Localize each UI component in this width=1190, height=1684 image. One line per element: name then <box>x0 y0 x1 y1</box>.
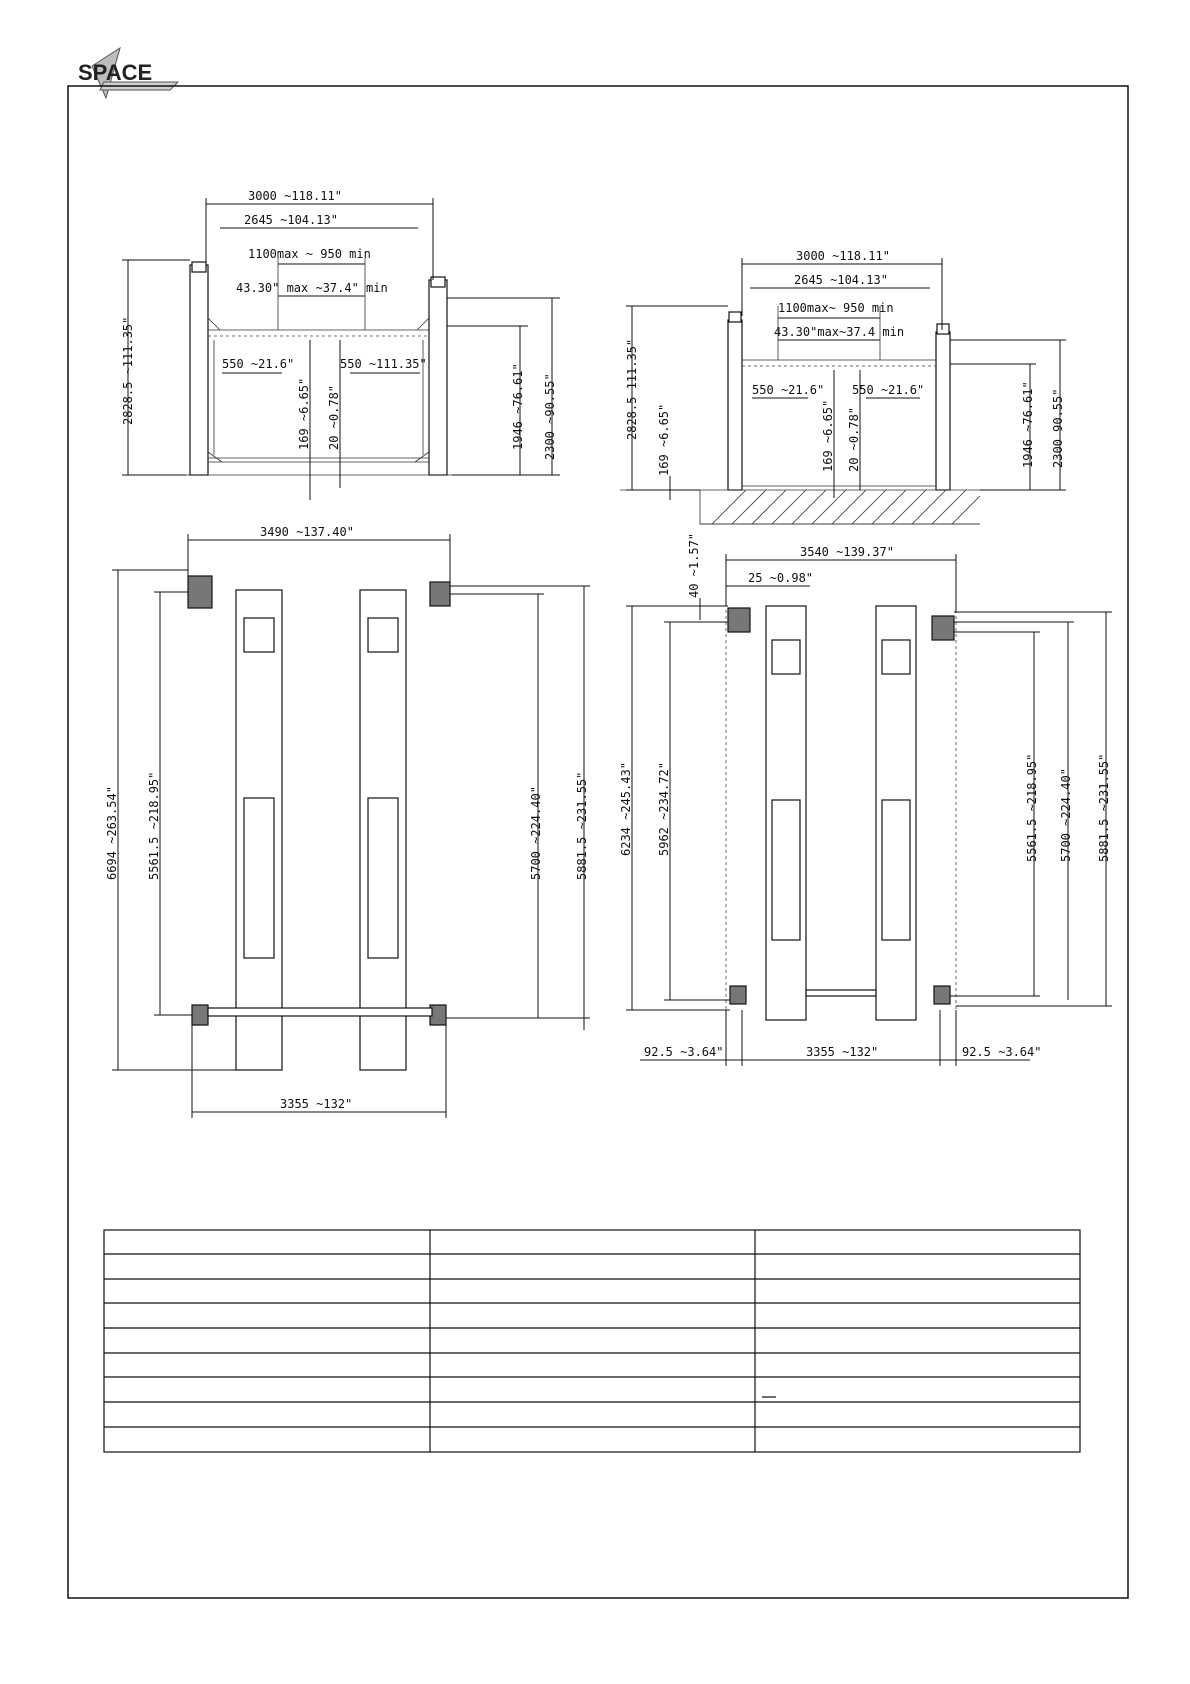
dim-runway-gap-in: 43.30" max ~37.4" min <box>236 281 388 295</box>
dim-bottom-right: 92.5 ~3.64" <box>962 1045 1042 1059</box>
dim-width-inner: 2645 ~104.13" <box>794 273 888 287</box>
dim-height-total: 2828.5 111.35" <box>625 338 639 440</box>
dim-runway-gap-mm: 1100max~ 950 min <box>778 301 894 315</box>
dim-width-total: 3000 ~118.11" <box>248 189 342 203</box>
dim-height-total: 2828.5 ~111.35" <box>121 316 135 425</box>
dim-length-runway: 5561.5 ~218.95" <box>147 771 161 880</box>
logo-text: SPACE <box>78 60 153 85</box>
dim-offset-side: 25 ~0.98" <box>748 571 814 585</box>
dim-runway-right: 550 ~21.6" <box>852 383 925 397</box>
dim-low-height: 169 ~6.65" <box>821 399 835 472</box>
dim-bottom-left: 92.5 ~3.64" <box>644 1045 724 1059</box>
front-view-right <box>620 249 1066 524</box>
dim-width-total: 3000 ~118.11" <box>796 249 890 263</box>
dim-width-inner: 2645 ~104.13" <box>244 213 338 227</box>
dim-lift-height: 1946 ~76.61" <box>1021 381 1035 468</box>
dim-width-top: 3540 ~139.37" <box>800 545 894 559</box>
dim-length-total: 6234 ~245.43" <box>619 762 633 856</box>
dim-runway-right: 550 ~111.35" <box>340 357 427 371</box>
ground-hatch <box>712 490 980 524</box>
dim-bottom-center: 3355 ~132" <box>806 1045 879 1059</box>
dim-runway-left: 550 ~21.6" <box>752 383 825 397</box>
dim-runway-thickness: 20 ~0.78" <box>847 406 861 472</box>
front-view-left <box>121 189 560 500</box>
dim-lift-height: 1946 ~76.61" <box>511 363 525 450</box>
dim-low-height: 169 ~6.65" <box>297 377 311 450</box>
plan-view-right <box>619 533 1112 1066</box>
dim-offset-top: 40 ~1.57" <box>687 532 701 598</box>
dim-runway-left: 550 ~21.6" <box>222 357 295 371</box>
dim-pit-depth: 169 ~6.65" <box>657 403 671 476</box>
spec-table <box>104 1230 1080 1452</box>
dim-width-bottom: 3355 ~132" <box>280 1097 353 1111</box>
dim-length-total: 6694 ~263.54" <box>105 786 119 880</box>
plan-view-left <box>105 525 590 1118</box>
dim-length-inner: 5962 ~234.72" <box>657 762 671 856</box>
dim-length-outer: 5881.5 ~231.55" <box>1097 753 1111 862</box>
dim-length-outer: 5881.5 ~231.55" <box>575 771 589 880</box>
dim-runway-thickness: 20 ~0.78" <box>327 384 341 450</box>
dim-runway-gap-mm: 1100max ~ 950 min <box>248 247 371 261</box>
dim-post-height: 2300 90.55" <box>1051 388 1065 468</box>
sheet-frame <box>68 86 1128 1598</box>
dim-runway-gap-in: 43.30"max~37.4 min <box>774 325 905 339</box>
logo <box>78 48 178 98</box>
dim-width-top: 3490 ~137.40" <box>260 525 354 539</box>
dim-length-posts: 5700 ~224.40" <box>529 786 543 880</box>
dim-post-height: 2300 ~90.55" <box>543 373 557 460</box>
dim-length-posts: 5700 ~224.40" <box>1059 768 1073 862</box>
dim-length-runway: 5561.5 ~218.95" <box>1025 753 1039 862</box>
